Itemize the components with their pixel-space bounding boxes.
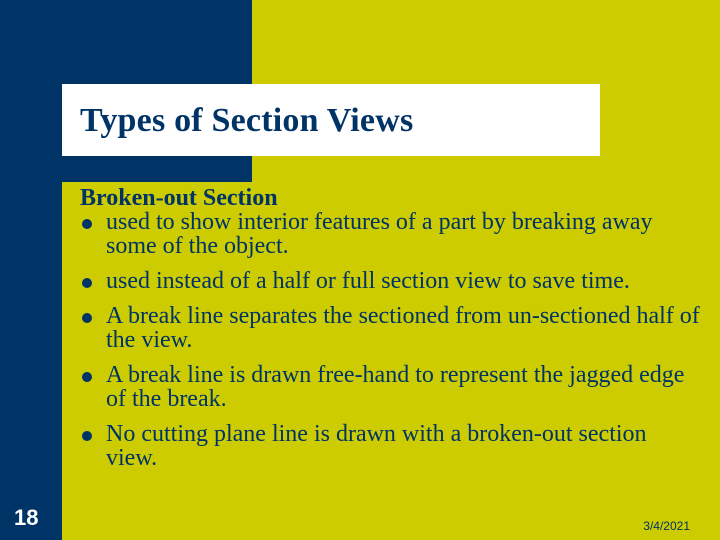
bullet-text: used to show interior features of a part by breaking away some of the object.	[106, 209, 653, 259]
bullet-item	[80, 269, 700, 293]
bullet-item	[80, 363, 700, 411]
bullet-icon	[82, 372, 92, 382]
bullet-list	[80, 210, 700, 470]
bullet-icon	[82, 278, 92, 288]
bullet-item	[80, 210, 700, 258]
bullet-icon	[82, 313, 92, 323]
bullet-item	[80, 304, 700, 352]
slide-title: Types of Section Views	[80, 102, 414, 139]
bullet-text: used instead of a half or full section view to save time.	[106, 268, 630, 294]
slide-date: 3/4/2021	[643, 519, 690, 533]
bullet-text: No cutting plane line is drawn with a broken-out section view.	[106, 421, 647, 471]
page-number: 18	[14, 505, 39, 530]
bullet-icon	[82, 431, 92, 441]
bullet-icon	[82, 219, 92, 229]
bullet-text: A break line separates the sectioned from un-sectioned half of the view.	[106, 303, 700, 353]
section-heading: Broken-out Section	[80, 185, 278, 211]
slide-body	[80, 186, 700, 481]
bullet-text: A break line is drawn free-hand to represent the jagged edge of the break.	[106, 362, 685, 412]
bullet-item	[80, 422, 700, 470]
